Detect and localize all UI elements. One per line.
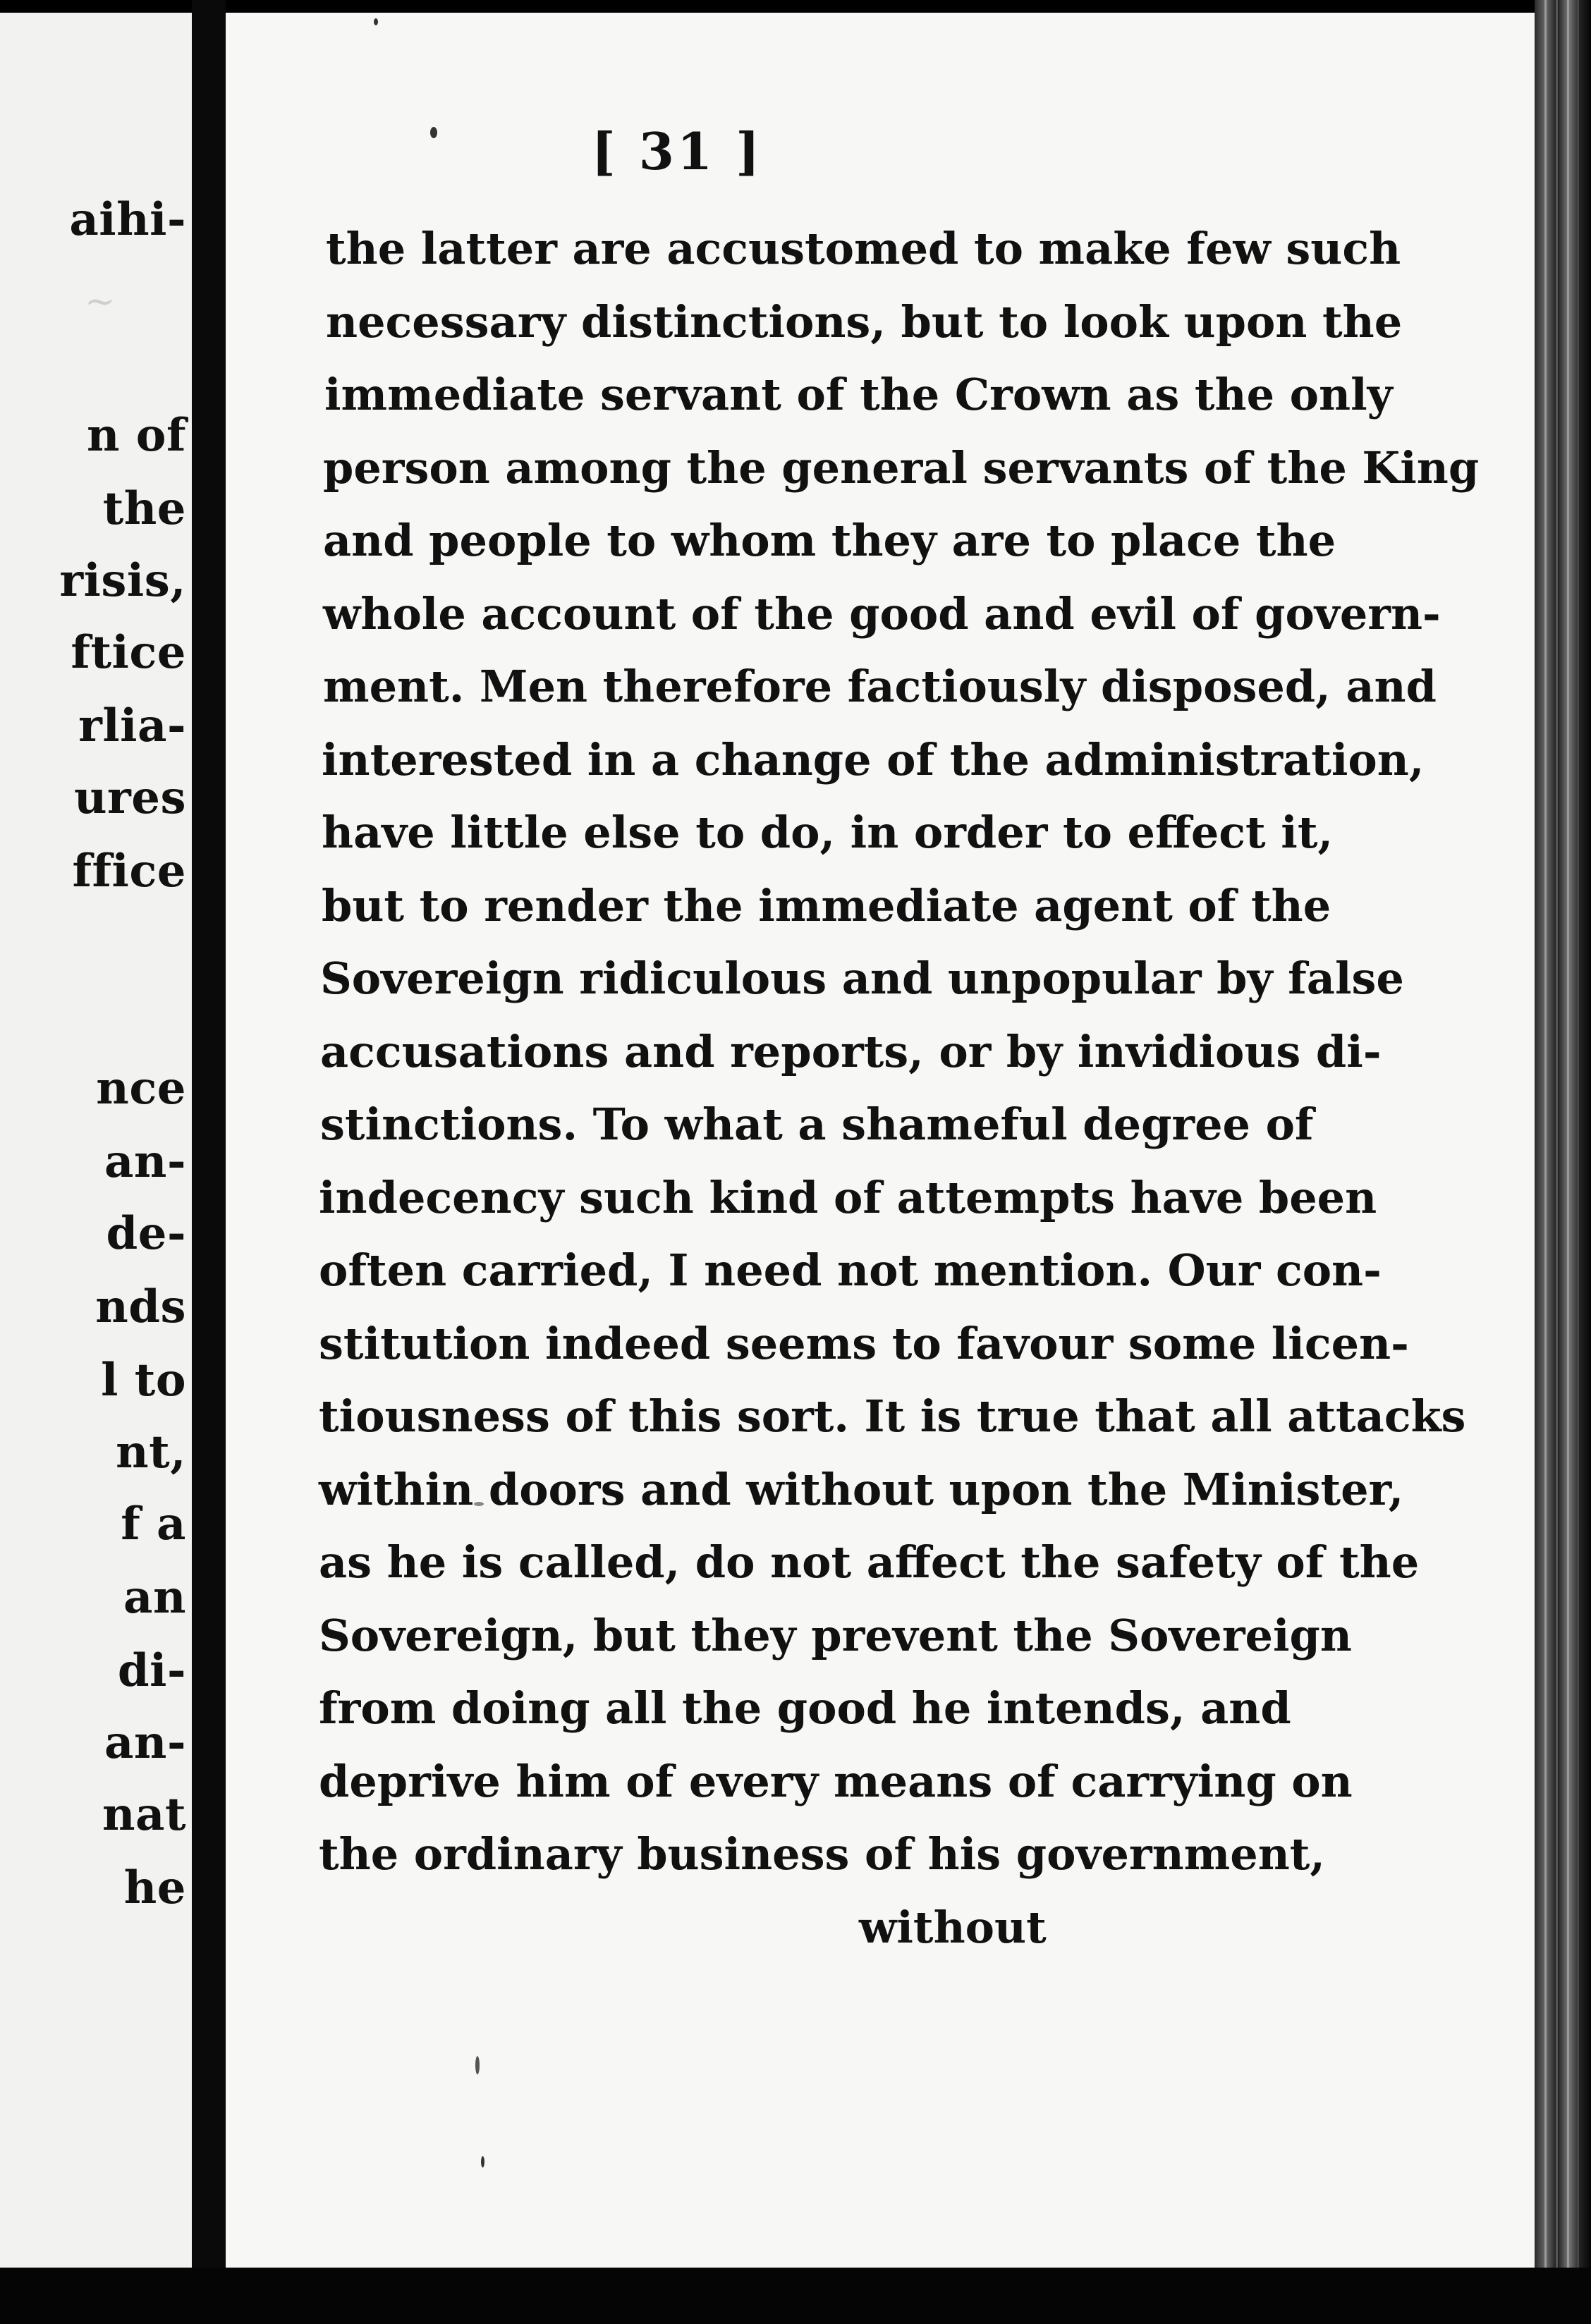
left-fragment: l to [101, 1354, 186, 1407]
text-line: Sovereign, but they prevent the Sovereign [319, 1609, 1352, 1661]
text-line: interested in a change of the administration, [322, 733, 1425, 785]
text-line: have little else to do, in order to effect it, [322, 807, 1334, 858]
text-line: person among the general servants of the King [323, 441, 1480, 494]
book-gutter [192, 0, 226, 2324]
left-fragment: rlia- [78, 699, 186, 752]
text-line: indecency such kind of attempts have been [319, 1171, 1377, 1223]
left-fragment: ures [74, 771, 186, 824]
page-number: [ 31 ] [591, 121, 763, 181]
left-fragment: nds [95, 1280, 186, 1333]
text-line: stinctions. To what a shameful degree of [320, 1099, 1314, 1150]
left-fragment: ffice [72, 845, 186, 898]
text-line: the ordinary business of his government, [319, 1828, 1325, 1880]
text-line: accusations and reports, or by invidious di- [320, 1025, 1382, 1077]
left-fragment: an- [104, 1716, 186, 1769]
left-fragment: an [123, 1571, 186, 1624]
text-line: whole account of the good and evil of govern- [323, 587, 1441, 640]
text-line: stitution indeed seems to favour some licen- [319, 1317, 1409, 1369]
text-line: from doing all the good he intends, and [319, 1682, 1291, 1734]
left-page-edge [0, 13, 192, 2268]
scan-frame-top [0, 0, 1591, 13]
text-line: deprive him of every means of carrying on [319, 1755, 1353, 1807]
text-line: tiousness of this sort. It is true that all attacks [319, 1390, 1466, 1442]
text-line: within doors and without upon the Minister, [319, 1463, 1404, 1515]
page-edge-stack [1535, 0, 1591, 2324]
left-fragment: f a [121, 1498, 186, 1551]
text-line: often carried, I need not mention. Our con- [319, 1244, 1382, 1296]
left-fragment: n of [86, 409, 186, 462]
catchword: without [859, 1902, 1047, 1953]
text-line: immediate servant of the Crown as the only [324, 369, 1393, 420]
text-line: ment. Men therefore factiously disposed, and [323, 661, 1437, 712]
ink-speck [481, 2156, 484, 2167]
ink-speck [430, 127, 437, 138]
left-fragment: de- [106, 1207, 186, 1260]
text-line: the latter are accustomed to make few such [326, 223, 1401, 274]
scan-frame-bottom [0, 2268, 1591, 2324]
left-fragment: di- [117, 1644, 186, 1697]
left-fragment: risis, [59, 554, 186, 607]
left-fragment: he [123, 1861, 186, 1914]
ink-speck [374, 18, 378, 25]
left-fragment: ftice [71, 626, 186, 679]
left-fragment: nt, [116, 1426, 186, 1479]
left-fragment: nat [102, 1788, 186, 1841]
text-line: but to render the immediate agent of the [322, 879, 1331, 931]
text-line: Sovereign ridiculous and unpopular by false [320, 953, 1404, 1004]
text-line: and people to whom they are to place the [323, 515, 1336, 566]
bleed-through-mark: ~ [85, 281, 116, 323]
ink-speck [475, 2056, 480, 2074]
left-fragment: the [102, 482, 186, 535]
left-fragment: nce [96, 1062, 186, 1115]
text-line: necessary distinctions, but to look upon the [326, 295, 1403, 348]
text-line: as he is called, do not affect the safety of the [319, 1536, 1420, 1588]
left-fragment: an- [104, 1135, 186, 1188]
left-fragment: aihi- [69, 193, 186, 246]
